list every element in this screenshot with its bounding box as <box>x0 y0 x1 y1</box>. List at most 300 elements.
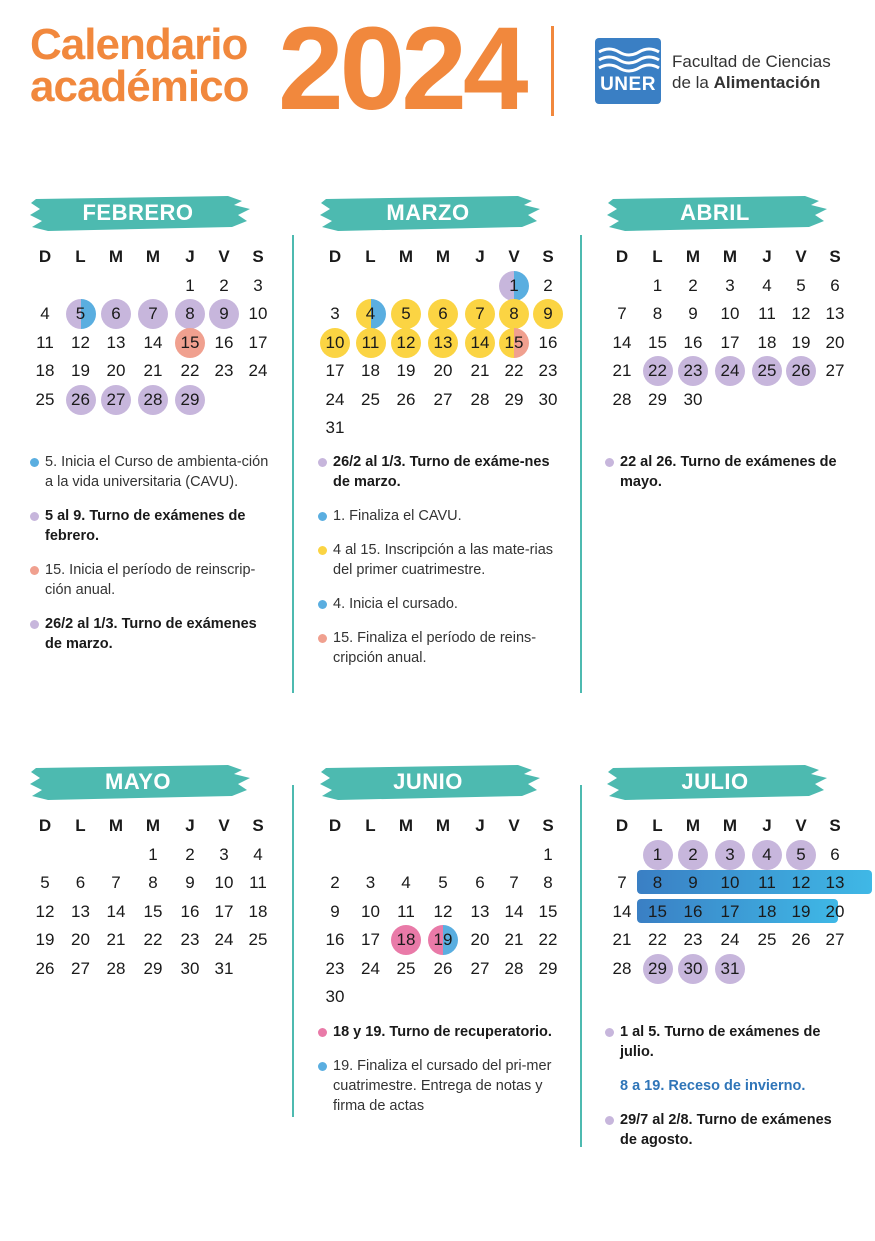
day-number: 7 <box>617 304 627 323</box>
day-number: 21 <box>470 361 490 380</box>
day-cell <box>207 300 241 328</box>
note-text: 26/2 al 1/3. Turno de exámenes de marzo. <box>45 616 257 652</box>
day-number: 24 <box>325 389 345 409</box>
day-number: 25 <box>757 361 777 380</box>
note-text: 4. Inicia el cursado. <box>333 596 458 612</box>
weekday-header: V <box>218 247 230 266</box>
day-cell <box>207 955 241 983</box>
day-cell <box>750 300 784 328</box>
day-number: 24 <box>720 361 740 380</box>
note-item <box>605 1076 850 1096</box>
day-cell <box>64 869 98 897</box>
day-cell <box>531 300 565 328</box>
day-cell <box>99 386 133 414</box>
day-cell <box>241 329 275 357</box>
day-cell <box>750 357 784 385</box>
day-number: 17 <box>720 901 740 921</box>
day-number: 2 <box>219 275 229 295</box>
day-number: 16 <box>538 332 558 352</box>
day-cell <box>136 898 170 926</box>
bullet-dot-icon <box>318 546 327 555</box>
day-number: 13 <box>71 901 90 921</box>
weekday-header: L <box>365 816 376 835</box>
note-item <box>605 1022 850 1062</box>
day-cell <box>173 272 207 300</box>
day-number: 1 <box>185 275 195 295</box>
day-number: 18 <box>248 901 268 921</box>
faculty-line-2-bold: Alimentación <box>713 73 821 92</box>
day-number: 3 <box>219 844 229 864</box>
day-cell <box>750 898 784 926</box>
day-number: 3 <box>330 304 340 323</box>
day-number: 22 <box>143 930 163 949</box>
month-notes <box>605 1022 850 1164</box>
day-cell <box>784 300 818 328</box>
day-number: 21 <box>504 930 524 949</box>
note-text: 29/7 al 2/8. Turno de exámenes de agosto. <box>620 1112 832 1148</box>
day-cell <box>207 841 241 869</box>
weekday-header: V <box>508 816 520 835</box>
day-number: 16 <box>683 901 703 921</box>
weekday-header: S <box>252 816 264 835</box>
day-number: 23 <box>538 361 558 380</box>
day-cell <box>318 300 352 328</box>
day-number: 9 <box>543 304 553 323</box>
day-cell <box>818 898 852 926</box>
day-cell <box>605 386 639 414</box>
day-number: 20 <box>71 930 90 949</box>
day-cell <box>713 869 747 897</box>
day-number: 18 <box>757 901 777 921</box>
bullet-dot-icon <box>318 600 327 609</box>
day-cell <box>818 357 852 385</box>
day-cell <box>389 926 423 954</box>
day-number: 11 <box>397 901 415 921</box>
weekday-header: M <box>108 816 124 835</box>
day-cell <box>136 926 170 954</box>
day-number: 22 <box>648 930 667 949</box>
bullet-dot-icon <box>318 1028 327 1037</box>
day-cell <box>463 357 497 385</box>
day-cell <box>241 300 275 328</box>
day-number: 11 <box>758 873 776 892</box>
day-cell <box>818 841 852 869</box>
day-number: 11 <box>361 332 380 352</box>
day-number: 15 <box>538 901 558 921</box>
day-number: 4 <box>40 304 50 323</box>
weekday-header: V <box>795 247 807 266</box>
note-item <box>30 452 275 492</box>
day-cell <box>784 869 818 897</box>
day-cell <box>241 841 275 869</box>
day-cell <box>318 926 352 954</box>
day-number: 11 <box>36 332 54 352</box>
day-number: 14 <box>612 901 632 921</box>
note-text: 5. Inicia el Curso de ambienta-ción a la vida universitaria (CAVU). <box>45 454 269 490</box>
day-cell <box>173 926 207 954</box>
day-cell <box>784 841 818 869</box>
day-number: 17 <box>325 361 345 380</box>
day-cell <box>463 955 497 983</box>
note-text: 8 a 19. Receso de invierno. <box>620 1078 806 1094</box>
day-cell <box>173 898 207 926</box>
day-cell <box>64 926 98 954</box>
day-number: 20 <box>825 332 845 352</box>
month-notes <box>318 1022 563 1130</box>
day-number: 8 <box>652 873 663 892</box>
year-title: 2024 <box>278 3 525 135</box>
day-cell <box>784 272 818 300</box>
day-cell <box>750 841 784 869</box>
day-number: 1 <box>509 275 519 295</box>
month-notes <box>605 452 850 506</box>
day-number: 12 <box>71 332 90 352</box>
day-cell <box>641 869 675 897</box>
faculty-line-1: Facultad de Ciencias <box>672 52 831 71</box>
weekday-header: S <box>542 247 554 266</box>
day-cell <box>818 329 852 357</box>
day-cell <box>426 898 460 926</box>
day-cell <box>605 357 639 385</box>
day-number: 5 <box>40 873 50 892</box>
day-number: 13 <box>106 332 126 352</box>
day-cell <box>676 841 710 869</box>
day-cell <box>676 329 710 357</box>
day-cell <box>426 300 460 328</box>
day-number: 25 <box>757 930 777 949</box>
day-number: 29 <box>648 958 667 978</box>
day-cell <box>28 386 62 414</box>
weekday-header: L <box>75 247 86 266</box>
day-number: 9 <box>688 873 698 892</box>
weekday-header: M <box>145 247 161 266</box>
day-cell <box>136 300 170 328</box>
note-item <box>318 540 563 580</box>
month-banner <box>28 193 248 233</box>
note-text: 1. Finaliza el CAVU. <box>333 508 462 524</box>
day-number: 2 <box>330 873 340 892</box>
day-number: 25 <box>396 958 416 978</box>
day-cell <box>99 300 133 328</box>
day-number: 6 <box>75 873 86 892</box>
day-cell <box>641 841 675 869</box>
day-cell <box>713 272 747 300</box>
day-number: 28 <box>143 389 163 409</box>
day-number: 20 <box>106 361 126 380</box>
month-banner <box>318 193 538 233</box>
day-cell <box>784 898 818 926</box>
month-name: JULIO <box>681 769 749 794</box>
day-cell <box>605 300 639 328</box>
day-cell <box>426 955 460 983</box>
day-number: 19 <box>396 361 416 380</box>
day-number: 5 <box>75 304 86 323</box>
day-number: 30 <box>325 987 345 1006</box>
day-number: 4 <box>253 844 263 864</box>
month-name: FEBRERO <box>82 200 194 225</box>
day-cell <box>241 926 275 954</box>
day-cell <box>99 329 133 357</box>
note-item <box>30 506 275 546</box>
day-number: 30 <box>683 389 703 409</box>
day-number: 2 <box>543 275 553 295</box>
day-number: 29 <box>648 389 667 409</box>
bullet-dot-icon <box>318 634 327 643</box>
day-cell <box>750 869 784 897</box>
day-cell <box>28 300 62 328</box>
day-cell <box>64 386 98 414</box>
day-cell <box>713 841 747 869</box>
day-number: 22 <box>180 361 200 380</box>
day-cell <box>784 357 818 385</box>
day-number: 8 <box>652 304 663 323</box>
weekday-header: D <box>615 247 629 266</box>
bullet-dot-icon <box>605 458 614 467</box>
day-cell <box>318 955 352 983</box>
day-cell <box>28 329 62 357</box>
day-number: 28 <box>106 958 126 978</box>
day-number: 22 <box>538 930 558 949</box>
day-cell <box>676 300 710 328</box>
day-number: 30 <box>538 389 558 409</box>
day-cell <box>28 357 62 385</box>
day-cell <box>531 869 565 897</box>
bullet-dot-icon <box>30 620 39 629</box>
bullet-dot-icon <box>30 512 39 521</box>
bullet-dot-icon <box>318 1062 327 1071</box>
day-number: 19 <box>791 901 811 921</box>
day-cell <box>389 329 423 357</box>
day-cell <box>173 869 207 897</box>
month-banner <box>605 193 825 233</box>
day-cell <box>641 272 675 300</box>
column-divider <box>580 785 582 1147</box>
day-number: 27 <box>825 930 845 949</box>
day-cell <box>605 898 639 926</box>
column-divider <box>292 235 294 693</box>
day-number: 26 <box>433 958 453 978</box>
weekday-header: D <box>38 816 52 835</box>
day-number: 13 <box>470 901 490 921</box>
day-number: 24 <box>214 930 234 949</box>
column-divider <box>580 235 582 693</box>
day-number: 14 <box>612 332 632 352</box>
weekday-header: S <box>829 247 841 266</box>
day-number: 12 <box>791 873 811 892</box>
day-cell <box>207 272 241 300</box>
bullet-dot-icon <box>30 566 39 575</box>
day-number: 1 <box>148 844 158 864</box>
day-cell <box>64 329 98 357</box>
weekday-header: L <box>652 816 663 835</box>
day-cell <box>784 926 818 954</box>
weekday-header: J <box>185 247 195 266</box>
day-cell <box>136 386 170 414</box>
day-cell <box>173 386 207 414</box>
weekday-header: J <box>762 247 772 266</box>
day-number: 27 <box>825 361 845 380</box>
day-cell <box>463 386 497 414</box>
day-number: 13 <box>825 304 845 323</box>
day-number: 23 <box>683 361 703 380</box>
day-cell <box>463 898 497 926</box>
day-cell <box>354 955 388 983</box>
day-cell <box>426 926 460 954</box>
day-number: 18 <box>757 332 777 352</box>
day-cell <box>28 869 62 897</box>
weekday-header: M <box>398 247 414 266</box>
day-number: 14 <box>143 332 163 352</box>
day-cell <box>605 955 639 983</box>
day-number: 17 <box>248 332 268 352</box>
weekday-header: L <box>75 816 86 835</box>
weekday-header: J <box>762 816 772 835</box>
weekday-header: S <box>829 816 841 835</box>
day-number: 4 <box>365 304 376 323</box>
day-cell <box>241 272 275 300</box>
day-number: 13 <box>433 332 453 352</box>
day-number: 21 <box>612 361 632 380</box>
day-cell <box>354 926 388 954</box>
day-number: 12 <box>433 901 453 921</box>
day-number: 5 <box>438 873 448 892</box>
note-text: 15. Finaliza el período de reins-cripción anual. <box>333 630 537 666</box>
day-cell <box>641 329 675 357</box>
day-cell <box>207 926 241 954</box>
note-text: 5 al 9. Turno de exámenes de febrero. <box>45 508 246 544</box>
day-number: 29 <box>504 389 524 409</box>
day-number: 13 <box>825 873 845 892</box>
day-cell <box>818 300 852 328</box>
weekday-header: M <box>435 816 451 835</box>
day-number: 4 <box>401 873 411 892</box>
day-cell <box>531 272 565 300</box>
day-number: 3 <box>365 873 376 892</box>
note-item <box>318 1056 563 1116</box>
day-number: 8 <box>509 304 519 323</box>
day-number: 31 <box>720 958 740 978</box>
day-number: 14 <box>106 901 126 921</box>
day-number: 1 <box>543 844 553 864</box>
faculty-line-2-prefix: de la <box>672 73 714 92</box>
day-number: 2 <box>688 844 698 864</box>
day-cell <box>676 955 710 983</box>
day-cell <box>389 898 423 926</box>
day-cell <box>641 300 675 328</box>
day-cell <box>750 926 784 954</box>
day-number: 29 <box>538 958 558 978</box>
weekday-header: V <box>218 816 230 835</box>
day-cell <box>318 386 352 414</box>
day-number: 6 <box>438 304 448 323</box>
note-text: 15. Inicia el período de reinscrip-ción anual. <box>45 562 256 598</box>
day-number: 9 <box>219 304 229 323</box>
day-number: 1 <box>652 844 663 864</box>
month-notes <box>30 452 275 668</box>
month-name: MAYO <box>105 769 171 794</box>
day-cell <box>463 926 497 954</box>
day-number: 15 <box>180 332 200 352</box>
weekday-header: M <box>435 247 451 266</box>
day-cell <box>318 983 352 1011</box>
weekday-header: M <box>398 816 414 835</box>
day-cell <box>750 272 784 300</box>
day-cell <box>318 414 352 442</box>
logo-text: UNER <box>600 74 656 95</box>
day-number: 25 <box>35 389 55 409</box>
day-number: 26 <box>791 361 811 380</box>
day-cell <box>389 869 423 897</box>
day-cell <box>531 926 565 954</box>
day-number: 5 <box>796 275 806 295</box>
day-cell <box>531 386 565 414</box>
day-number: 25 <box>248 930 268 949</box>
day-cell <box>99 898 133 926</box>
day-cell <box>28 926 62 954</box>
day-number: 5 <box>401 304 411 323</box>
day-cell <box>354 329 388 357</box>
day-number: 8 <box>185 304 195 323</box>
day-cell <box>318 357 352 385</box>
day-cell <box>750 329 784 357</box>
day-number: 5 <box>796 844 806 864</box>
day-cell <box>497 300 531 328</box>
note-item <box>605 1110 850 1150</box>
day-number: 23 <box>180 930 200 949</box>
day-number: 26 <box>35 958 55 978</box>
day-number: 23 <box>325 958 345 978</box>
day-cell <box>354 386 388 414</box>
day-cell <box>426 869 460 897</box>
note-text: 19. Finaliza el cursado del pri-mer cuatrimestre. Entrega de notas y firma de actas <box>333 1058 552 1114</box>
day-number: 27 <box>71 958 90 978</box>
uner-logo <box>595 38 661 104</box>
day-cell <box>99 955 133 983</box>
day-cell <box>497 955 531 983</box>
day-number: 20 <box>470 930 490 949</box>
day-number: 15 <box>648 332 667 352</box>
day-number: 28 <box>612 389 632 409</box>
weekday-header: V <box>795 816 807 835</box>
day-cell <box>713 357 747 385</box>
day-number: 21 <box>612 930 632 949</box>
day-number: 28 <box>470 389 490 409</box>
day-cell <box>497 357 531 385</box>
day-cell <box>136 869 170 897</box>
day-number: 21 <box>106 930 126 949</box>
day-number: 10 <box>361 901 380 921</box>
day-cell <box>207 357 241 385</box>
day-number: 16 <box>214 332 234 352</box>
day-cell <box>354 300 388 328</box>
day-cell <box>531 841 565 869</box>
day-cell <box>713 300 747 328</box>
day-number: 26 <box>71 389 90 409</box>
day-number: 19 <box>791 332 811 352</box>
day-number: 12 <box>35 901 55 921</box>
day-cell <box>463 300 497 328</box>
day-cell <box>497 386 531 414</box>
day-cell <box>497 869 531 897</box>
day-cell <box>784 329 818 357</box>
day-number: 16 <box>180 901 200 921</box>
day-cell <box>173 329 207 357</box>
header-divider <box>551 26 554 116</box>
day-cell <box>28 898 62 926</box>
day-cell <box>241 898 275 926</box>
day-cell <box>354 898 388 926</box>
bullet-dot-icon <box>318 512 327 521</box>
